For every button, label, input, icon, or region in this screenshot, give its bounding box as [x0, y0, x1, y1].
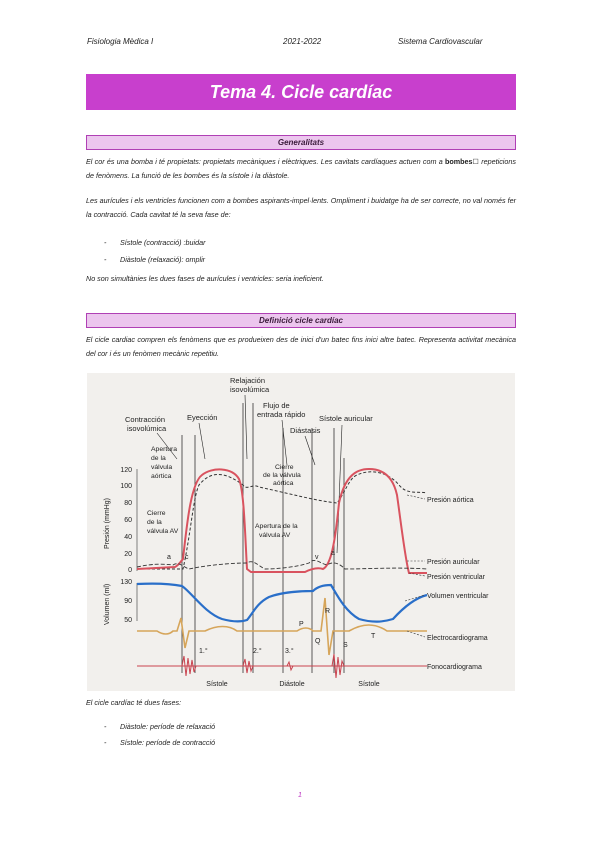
label-sistole-auricular: Sístole auricular: [319, 414, 373, 423]
section-generalitats: Generalitats: [86, 135, 516, 150]
ecg-curve: [137, 598, 427, 655]
svg-text:40: 40: [124, 534, 132, 541]
bottom-phase-labels: [206, 681, 380, 688]
svg-text:aórtica: aórtica: [151, 473, 172, 480]
label-contraccion: Contracción: [125, 415, 166, 424]
svg-text:Presión auricular: Presión auricular: [427, 559, 480, 566]
svg-text:50: 50: [124, 617, 132, 624]
svg-text:R: R: [325, 608, 331, 615]
page-title: Tema 4. Cicle cardíac: [86, 74, 516, 110]
header-course: Fisiologia Mèdica I: [87, 37, 154, 46]
y-axis-volume-label: Volumen (ml): [104, 583, 111, 625]
list-item: - Diàstole: període de relaxació: [104, 722, 216, 731]
list-item: - Diàstole (relaxació): omplir: [104, 255, 206, 264]
svg-text:a: a: [331, 550, 335, 557]
label-eyeccion: Eyección: [187, 413, 218, 422]
svg-text:S: S: [343, 642, 348, 649]
svg-text:Electrocardiograma: Electrocardiograma: [427, 635, 488, 642]
svg-text:3.°: 3.°: [285, 648, 294, 655]
svg-text:Presión aórtica: Presión aórtica: [427, 497, 474, 504]
label-diastasis: Diástasis: [290, 426, 321, 435]
y-axis-pressure-label: Presión (mmHg): [104, 498, 111, 549]
svg-text:a: a: [167, 554, 171, 561]
label-relajacion: Relajación: [230, 376, 266, 385]
svg-text:válvula AV: válvula AV: [259, 532, 291, 539]
bold-term: bombes: [444, 157, 473, 166]
svg-text:130: 130: [120, 579, 132, 586]
svg-text:0: 0: [128, 567, 132, 574]
svg-text:120: 120: [120, 467, 132, 474]
svg-text:Fonocardiograma: Fonocardiograma: [427, 664, 482, 671]
svg-text:de la: de la: [151, 455, 166, 462]
label-relajacion-2: isovolúmica: [230, 385, 270, 394]
svg-text:Cierre: Cierre: [147, 510, 166, 517]
svg-text:60: 60: [124, 517, 132, 524]
svg-text:aórtica: aórtica: [273, 480, 294, 487]
list-item: - Sístole (contracció) :buidar: [104, 238, 206, 247]
svg-text:Presión ventricular: Presión ventricular: [427, 574, 485, 581]
list-item: - Sístole: període de contracció: [104, 738, 216, 747]
section-definicio: Definició cicle cardíac: [86, 313, 516, 328]
svg-text:válvula AV: válvula AV: [147, 528, 179, 535]
svg-text:válvula: válvula: [151, 464, 173, 471]
ventricular-volume-curve: [137, 584, 427, 622]
phase-labels: [125, 376, 373, 435]
svg-text:Cierre: Cierre: [275, 464, 294, 471]
cardiac-cycle-diagram: [87, 373, 515, 691]
volume-ticks: [120, 579, 132, 624]
label-flujo: Flujo de: [263, 401, 290, 410]
curve-labels: [427, 497, 489, 671]
svg-text:Q: Q: [315, 638, 321, 645]
svg-text:Sístole: Sístole: [206, 681, 228, 688]
paragraph-definition: El cicle cardiac compren els fenòmens que es produeixen des de inici d'un batec fins inici altre batec. Representa activitat mecànica del cor i és un fenòmen mecànic repetitiu.: [86, 335, 516, 359]
pressure-ticks: [120, 467, 132, 574]
svg-text:1.°: 1.°: [199, 648, 208, 655]
svg-text:80: 80: [124, 500, 132, 507]
svg-text:Apertura: Apertura: [151, 446, 178, 453]
paragraph-intro: El cor és una bomba i té propietats: propietats mecàniques i elèctriques. Les cavitats cardíaques actuen com a bombes☐ repeticions de fenòmens. La funció de les bombes és la sístole i la diàstole.: [86, 157, 516, 181]
cardiac-cycle-figure: [87, 373, 515, 691]
svg-text:Sístole: Sístole: [358, 681, 380, 688]
svg-text:Apertura de la: Apertura de la: [255, 523, 298, 530]
svg-text:T: T: [371, 633, 376, 640]
svg-text:2.°: 2.°: [253, 648, 262, 655]
svg-text:de la válvula: de la válvula: [263, 472, 301, 479]
page-number: 1: [297, 790, 303, 799]
svg-text:de la: de la: [147, 519, 162, 526]
paragraph-nonsimultaneous: No son simultànies les dues fases de aurícules i ventricles: seria ineficient.: [86, 274, 324, 283]
valve-labels: [147, 446, 301, 539]
header-year: 2021-2022: [283, 37, 322, 46]
svg-text:P: P: [299, 621, 304, 628]
svg-text:c: c: [185, 554, 189, 561]
svg-text:90: 90: [124, 598, 132, 605]
header-topic: Sistema Cardiovascular: [398, 37, 483, 46]
paragraph-pumps: Les aurícules i els ventricles funcionen com a bombes aspirants-impel·lents. Ompliment i buidatge ha de ser correcte, no val només fer la contracció. Cada cavitat té la seva fase de:: [86, 196, 516, 220]
svg-text:Diástole: Diástole: [279, 681, 305, 688]
paragraph-phases: El cicle cardíac té dues fases:: [86, 698, 182, 707]
svg-text:100: 100: [120, 483, 132, 490]
phonocardiogram-curve: [137, 654, 427, 678]
svg-text:Volumen ventricular: Volumen ventricular: [427, 593, 489, 600]
label-flujo-2: entrada rápido: [257, 410, 306, 419]
svg-text:v: v: [315, 554, 319, 561]
label-contraccion-2: isovolúmica: [127, 424, 167, 433]
svg-text:20: 20: [124, 551, 132, 558]
